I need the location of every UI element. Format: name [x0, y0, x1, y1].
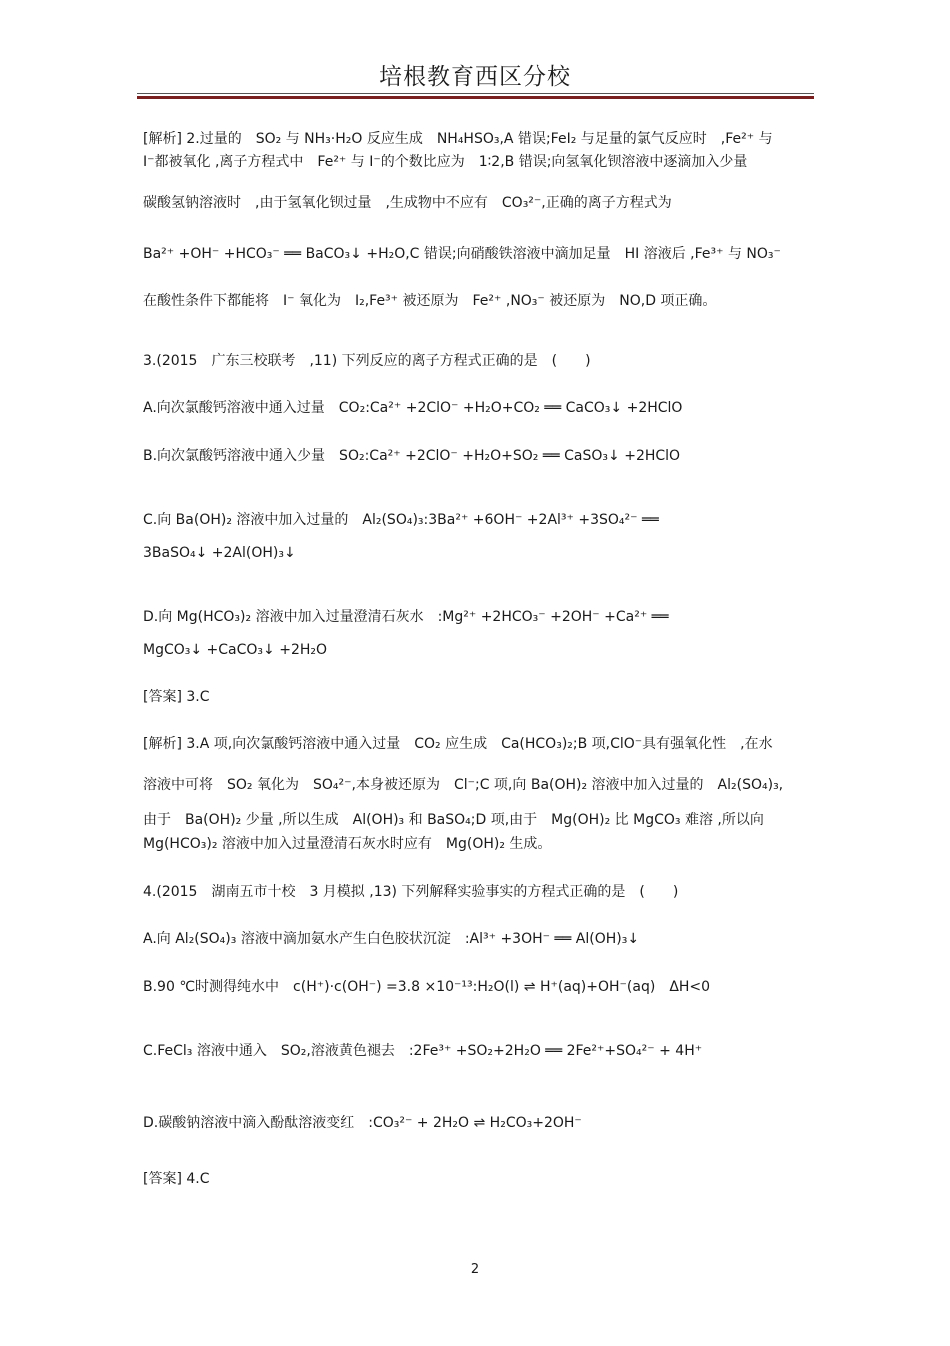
page-number: 2	[470, 1262, 480, 1277]
text-line: 由于 Ba(OH)₂ 少量 ,所以生成 Al(OH)₃ 和 BaSO₄;D 项,由于 Mg(OH)₂ 比 MgCO₃ 难溶 ,所以向	[143, 812, 764, 828]
text-line: MgCO₃↓ +CaCO₃↓ +2H₂O	[143, 642, 328, 658]
text-line: [答案] 4.C	[143, 1171, 210, 1187]
text-line: D.碳酸钠溶液中滴入酚酞溶液变红 :CO₃²⁻ + 2H₂O ⇌ H₂CO₃+2OH⁻	[143, 1115, 582, 1131]
text-line: Mg(HCO₃)₂ 溶液中加入过量澄清石灰水时应有 Mg(OH)₂ 生成。	[143, 836, 552, 852]
page-header-title: 培根教育西区分校	[379, 64, 571, 90]
text-line: A.向 Al₂(SO₄)₃ 溶液中滴加氨水产生白色胶状沉淀 :Al³⁺ +3OH⁻ ══ Al(OH)₃↓	[143, 931, 640, 947]
text-line: 4.(2015 湖南五市十校 3 月模拟 ,13) 下列解释实验事实的方程式正确的是 ( )	[143, 884, 679, 900]
text-line: D.向 Mg(HCO₃)₂ 溶液中加入过量澄清石灰水 :Mg²⁺ +2HCO₃⁻ +2OH⁻ +Ca²⁺ ══	[143, 609, 669, 625]
text-line: Ba²⁺ +OH⁻ +HCO₃⁻ ══ BaCO₃↓ +H₂O,C 错误;向硝酸铁溶液中滴加足量 HI 溶液后 ,Fe³⁺ 与 NO₃⁻	[143, 246, 781, 262]
text-line: 碳酸氢钠溶液时 ,由于氢氧化钡过量 ,生成物中不应有 CO₃²⁻,正确的离子方程式为	[143, 195, 672, 211]
text-line: [答案] 3.C	[143, 689, 210, 705]
text-line: A.向次氯酸钙溶液中通入过量 CO₂:Ca²⁺ +2ClO⁻ +H₂O+CO₂ ══ CaCO₃↓ +2HClO	[143, 400, 683, 416]
header-rule-thick	[137, 96, 814, 99]
text-line: C.向 Ba(OH)₂ 溶液中加入过量的 Al₂(SO₄)₃:3Ba²⁺ +6OH⁻ +2Al³⁺ +3SO₄²⁻ ══	[143, 512, 659, 528]
text-line: B.向次氯酸钙溶液中通入少量 SO₂:Ca²⁺ +2ClO⁻ +H₂O+SO₂ ══ CaSO₃↓ +2HClO	[143, 448, 681, 464]
text-line: C.FeCl₃ 溶液中通入 SO₂,溶液黄色褪去 :2Fe³⁺ +SO₂+2H₂O ══ 2Fe²⁺+SO₄²⁻ + 4H⁺	[143, 1043, 703, 1059]
text-line: 3BaSO₄↓ +2Al(OH)₃↓	[143, 545, 296, 561]
text-line: [解析] 3.A 项,向次氯酸钙溶液中通入过量 CO₂ 应生成 Ca(HCO₃)₂;B 项,ClO⁻具有强氧化性 ,在水	[143, 736, 773, 752]
text-line: [解析] 2.过量的 SO₂ 与 NH₃·H₂O 反应生成 NH₄HSO₃,A 错误;FeI₂ 与足量的氯气反应时 ,Fe²⁺ 与	[143, 131, 773, 147]
text-line: B.90 ℃时测得纯水中 c(H⁺)·c(OH⁻) =3.8 ×10⁻¹³:H₂O(l) ⇌ H⁺(aq)+OH⁻(aq) ΔH<0	[143, 979, 711, 995]
text-line: I⁻都被氧化 ,离子方程式中 Fe²⁺ 与 I⁻的个数比应为 1∶2,B 错误;向氢氧化钡溶液中逐滴加入少量	[143, 154, 748, 170]
text-line: 在酸性条件下都能将 I⁻ 氧化为 I₂,Fe³⁺ 被还原为 Fe²⁺ ,NO₃⁻ 被还原为 NO,D 项正确。	[143, 293, 717, 309]
header-rule-thin	[137, 93, 814, 94]
text-line: 3.(2015 广东三校联考 ,11) 下列反应的离子方程式正确的是 ( )	[143, 353, 591, 369]
text-line: 溶液中可将 SO₂ 氧化为 SO₄²⁻,本身被还原为 Cl⁻;C 项,向 Ba(OH)₂ 溶液中加入过量的 Al₂(SO₄)₃,	[143, 777, 784, 793]
